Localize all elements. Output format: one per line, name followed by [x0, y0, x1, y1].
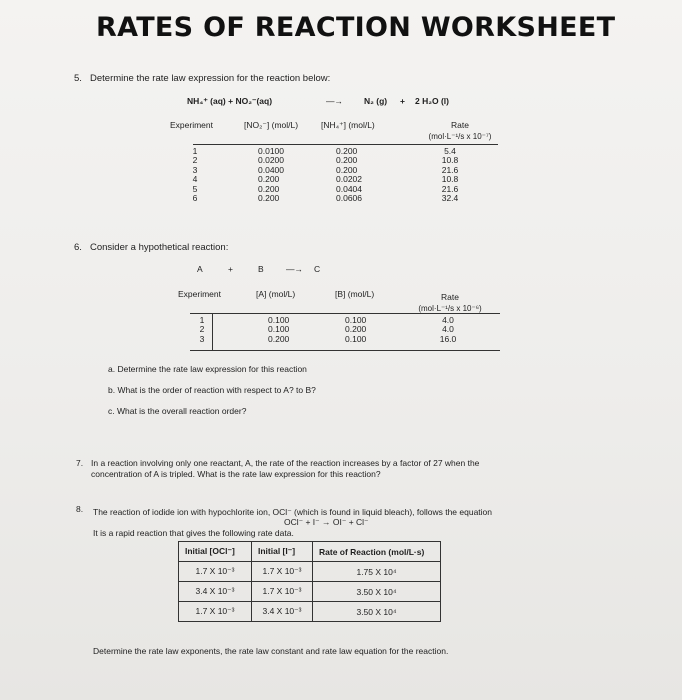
- q6-reactant-b: B: [258, 264, 264, 274]
- table-cell: 1.7 X 10⁻³: [179, 562, 252, 582]
- rate-table-header-ocl: Initial [OCl⁻]: [179, 542, 252, 562]
- table-cell: 1.75 X 10⁴: [313, 562, 441, 582]
- q5-number: 5.: [74, 73, 82, 84]
- q5-col-experiment: 1 2 3 4 5 6: [192, 146, 198, 204]
- q6-part-b: b. What is the order of reaction with respect to A? to B?: [108, 385, 316, 395]
- q6-table-bottom-rule: [190, 350, 500, 351]
- table-cell: 3.4 X 10⁻³: [179, 582, 252, 602]
- q6-table-divider: [212, 314, 213, 350]
- q6-col-a: 0.100 0.100 0.200: [268, 315, 290, 344]
- q7-line2: concentration of A is tripled. What is the rate law expression for this reaction?: [91, 469, 381, 479]
- rate-data-table: [178, 541, 441, 622]
- q6-plus: +: [228, 264, 233, 274]
- q5-prompt: Determine the rate law expression for the reaction below:: [90, 73, 331, 84]
- q5-equation-plus: +: [400, 96, 405, 106]
- q6-table-rule: [190, 313, 500, 314]
- q8-line1: The reaction of iodide ion with hypochlorite ion, OCl⁻ (which is found in liquid bleach), follows the equation: [93, 507, 493, 517]
- page-title: RATES OF REACTION WORKSHEET: [96, 12, 616, 43]
- q5-header-nh4: [NH₄⁺] (mol/L): [321, 120, 375, 130]
- q6-part-a: a. Determine the rate law expression for this reaction: [108, 364, 307, 374]
- q5-header-no2: [NO₂⁻] (mol/L): [244, 120, 299, 130]
- table-cell: 1.7 X 10⁻³: [252, 582, 313, 602]
- rate-table-header-row: [179, 542, 441, 562]
- q6-col-experiment: 1 2 3: [199, 315, 205, 344]
- table-cell: 1.7 X 10⁻³: [179, 602, 252, 622]
- rate-table-header-rate: Rate of Reaction (mol/L·s): [313, 542, 441, 562]
- q8-number: 8.: [76, 504, 84, 514]
- q8-equation: OCl⁻ + I⁻ → OI⁻ + Cl⁻: [284, 517, 369, 527]
- q6-prompt: Consider a hypothetical reaction:: [90, 242, 229, 253]
- table-row: [179, 602, 441, 622]
- q5-table-rule: [193, 144, 498, 145]
- q8-line2: It is a rapid reaction that gives the following rate data.: [93, 528, 294, 538]
- table-row: [179, 562, 441, 582]
- q6-header-b: [B] (mol/L): [335, 289, 375, 299]
- q5-col-nh4: 0.200 0.200 0.200 0.0202 0.0404 0.0606: [336, 146, 362, 204]
- q6-product-c: C: [314, 264, 321, 274]
- q6-part-c: c. What is the overall reaction order?: [108, 406, 247, 416]
- table-cell: 3.4 X 10⁻³: [252, 602, 313, 622]
- q6-reactant-a: A: [197, 264, 203, 274]
- q7-line1: In a reaction involving only one reactant, A, the rate of the reaction increases by a factor of 27 when the: [91, 458, 480, 468]
- q5-col-no2: 0.0100 0.0200 0.0400 0.200 0.200 0.200: [258, 146, 284, 204]
- q5-equation-reactants: NH₄⁺ (aq) + NO₂⁻(aq): [187, 96, 273, 106]
- q5-header-rate-units: (mol·L⁻¹/s x 10⁻⁷): [428, 132, 492, 141]
- q7-number: 7.: [76, 458, 84, 468]
- q6-col-b: 0.100 0.200 0.100: [345, 315, 367, 344]
- q6-col-rate: 4.0 4.0 16.0: [439, 315, 457, 344]
- q5-header-experiment: Experiment: [170, 120, 213, 130]
- q6-header-experiment: Experiment: [178, 289, 221, 299]
- q8-footer: Determine the rate law exponents, the rate law constant and rate law equation for the reaction.: [93, 646, 449, 656]
- table-row: [179, 582, 441, 602]
- q5-equation-arrow: —→: [326, 96, 343, 106]
- table-cell: 3.50 X 10⁴: [313, 582, 441, 602]
- q6-header-a: [A] (mol/L): [256, 289, 296, 299]
- table-cell: 1.7 X 10⁻³: [252, 562, 313, 582]
- q6-number: 6.: [74, 242, 82, 253]
- q5-header-rate: Rate: [451, 120, 469, 130]
- q6-arrow: —→: [286, 264, 303, 274]
- q5-equation-product-n2: N₂ (g): [364, 96, 388, 106]
- q5-equation-product-water: 2 H₂O (l): [415, 96, 449, 106]
- table-cell: 3.50 X 10⁴: [313, 602, 441, 622]
- q6-header-rate: Rate: [441, 292, 459, 302]
- rate-table-header-iodide: Initial [I⁻]: [252, 542, 313, 562]
- q5-col-rate: 5.4 10.8 21.6 10.8 21.6 32.4: [441, 146, 459, 204]
- q6-header-rate-units: (mol·L⁻¹/s x 10⁻⁶): [418, 304, 482, 313]
